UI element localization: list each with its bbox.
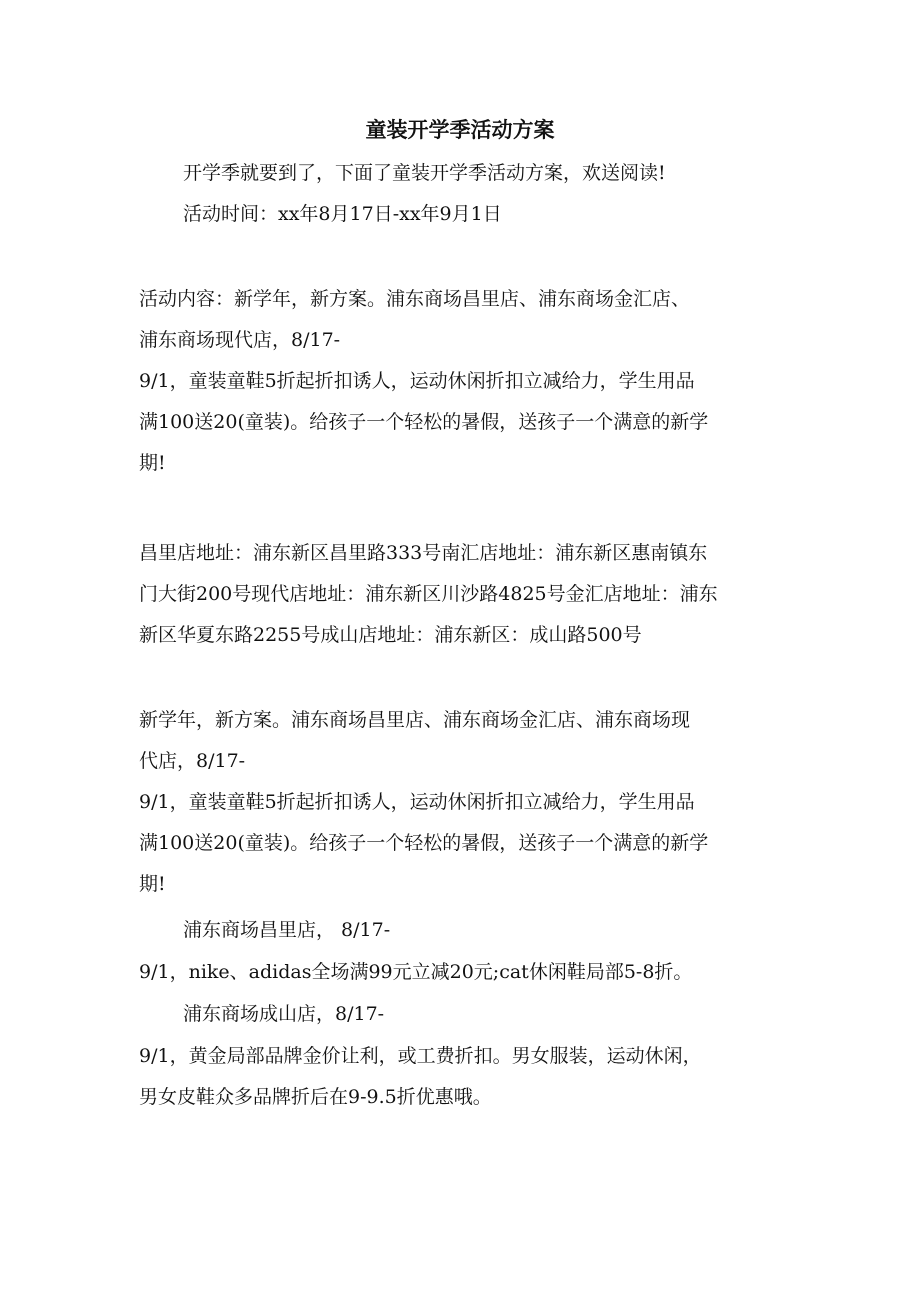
changli-store-detail: 9/1，nike、adidas全场满99元立减20元;cat休闲鞋局部5-8折。: [139, 961, 693, 983]
content-line: 9/1，童装童鞋5折起折扣诱人，运动休闲折扣立减给力，学生用品: [139, 370, 695, 392]
content-line: 浦东商场现代店，8/17-: [139, 329, 341, 351]
address-line: 门大街200号现代店地址：浦东新区川沙路4825号金汇店地址：浦东: [139, 583, 718, 605]
store-addresses-paragraph: [139, 533, 789, 656]
document-title: 童装开学季活动方案: [365, 117, 555, 142]
intro-paragraph: 开学季就要到了，下面了童装开学季活动方案，欢送阅读!: [183, 162, 666, 184]
chengshan-detail-line: 9/1，黄金局部品牌金价让利，或工费折扣。男女服装，运动休闲，: [139, 1045, 702, 1067]
address-line: 昌里店地址：浦东新区昌里路333号南汇店地址：浦东新区惠南镇东: [139, 542, 708, 564]
content-line: 满100送20(童装)。给孩子一个轻松的暑假，送孩子一个满意的新学: [139, 411, 709, 433]
chengshan-store-heading: 浦东商场成山店，8/17-: [183, 1003, 385, 1025]
chengshan-detail-line: 男女皮鞋众多品牌折后在9-9.5折优惠哦。: [139, 1086, 492, 1108]
promotion-repeat-paragraph: [139, 700, 789, 905]
repeat-line: 9/1，童装童鞋5折起折扣诱人，运动休闲折扣立减给力，学生用品: [139, 791, 695, 813]
content-line: 期!: [139, 452, 166, 474]
content-line: 活动内容：新学年，新方案。浦东商场昌里店、浦东商场金汇店、: [139, 288, 691, 310]
address-line: 新区华夏东路2255号成山店地址：浦东新区：成山路500号: [139, 624, 642, 646]
changli-store-heading: 浦东商场昌里店， 8/17-: [183, 919, 391, 941]
repeat-line: 代店，8/17-: [139, 750, 246, 772]
chengshan-store-detail: [139, 1036, 789, 1118]
repeat-line: 新学年，新方案。浦东商场昌里店、浦东商场金汇店、浦东商场现: [139, 709, 691, 731]
repeat-line: 满100送20(童装)。给孩子一个轻松的暑假，送孩子一个满意的新学: [139, 832, 709, 854]
repeat-line: 期!: [139, 873, 166, 895]
activity-content-paragraph: [139, 279, 789, 484]
activity-time: 活动时间：xx年8月17日-xx年9月1日: [183, 203, 502, 225]
